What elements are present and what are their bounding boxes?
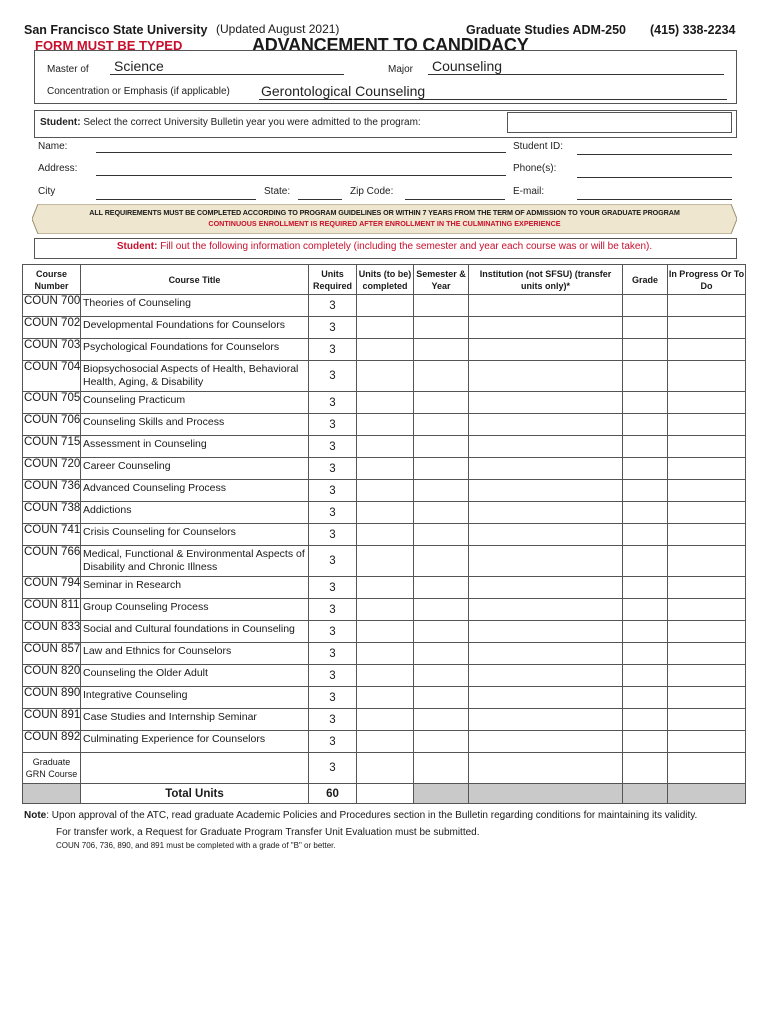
student-id-field[interactable] [577,154,732,155]
course-title: Counseling the Older Adult [81,665,309,687]
units-completed-field[interactable] [357,687,414,709]
semester-year-field[interactable] [414,339,469,361]
in-progress-field[interactable] [668,458,746,480]
bulletin-label-text: Select the correct University Bulletin year you were admitted to the program: [83,117,421,128]
total-grey-cell-4 [668,784,746,804]
must-be-typed-warning: FORM MUST BE TYPED [35,38,183,53]
institution-field[interactable] [469,317,623,339]
course-title: Integrative Counseling [81,687,309,709]
units-completed-field[interactable] [357,317,414,339]
units-required: 3 [309,502,357,524]
semester-year-field[interactable] [414,577,469,599]
semester-year-field[interactable] [414,709,469,731]
in-progress-field[interactable] [668,361,746,392]
course-title: Medical, Functional & Environmental Aspects of Disability and Chronic Illness [81,546,309,577]
in-progress-field[interactable] [668,524,746,546]
grade-field[interactable] [623,524,668,546]
units-completed-field[interactable] [357,577,414,599]
table-row [23,731,746,753]
table-row [23,621,746,643]
grade-field[interactable] [623,546,668,577]
units-completed-field[interactable] [357,643,414,665]
zip-label: Zip Code: [350,186,394,197]
units-completed-field[interactable] [357,524,414,546]
grn-units-completed-field[interactable] [357,753,414,784]
course-number: COUN 700 [23,295,81,317]
total-row [23,784,746,804]
course-number: COUN 705 [23,392,81,414]
institution-field[interactable] [469,361,623,392]
table-row [23,436,746,458]
bulletin-year-field[interactable] [507,112,732,133]
grade-field[interactable] [623,361,668,392]
institution-field[interactable] [469,458,623,480]
table-row [23,502,746,524]
course-number: COUN 702 [23,317,81,339]
semester-year-field[interactable] [414,414,469,436]
phone-label: Phone(s): [513,163,557,174]
header-course-title: Course Title [81,265,309,295]
institution-field[interactable] [469,731,623,753]
grn-course-number: Graduate GRN Course [23,753,81,784]
in-progress-field[interactable] [668,546,746,577]
university-name: San Francisco State University [24,23,208,37]
course-number: COUN 857 [23,643,81,665]
course-number: COUN 820 [23,665,81,687]
table-row [23,599,746,621]
note-bold: Note [24,810,47,821]
grade-field[interactable] [623,317,668,339]
institution-field[interactable] [469,524,623,546]
course-title: Counseling Skills and Process [81,414,309,436]
units-required: 3 [309,621,357,643]
major-label: Major [388,64,414,75]
institution-field[interactable] [469,577,623,599]
grade-field[interactable] [623,621,668,643]
grade-field[interactable] [623,392,668,414]
city-label: City [38,186,56,197]
grn-institution-field[interactable] [469,753,623,784]
course-number: COUN 794 [23,577,81,599]
state-field[interactable] [298,199,342,200]
semester-year-field[interactable] [414,317,469,339]
institution-field[interactable] [469,599,623,621]
course-number: COUN 736 [23,480,81,502]
table-row [23,458,746,480]
course-title: Developmental Foundations for Counselors [81,317,309,339]
units-completed-field[interactable] [357,295,414,317]
grade-requirement-note: COUN 706, 736, 890, and 891 must be completed with a grade of "B" or better. [56,841,336,850]
semester-year-field[interactable] [414,687,469,709]
units-completed-field[interactable] [357,599,414,621]
phone-field[interactable] [577,177,732,178]
grade-field[interactable] [623,643,668,665]
course-number: COUN 738 [23,502,81,524]
units-required: 3 [309,709,357,731]
name-field[interactable] [96,152,506,153]
email-label: E-mail: [513,186,545,197]
header-in-progress: In Progress Or To Do [668,265,746,295]
table-row [23,709,746,731]
units-required: 3 [309,392,357,414]
semester-year-field[interactable] [414,731,469,753]
major-field[interactable]: Counseling [428,58,724,75]
units-completed-field[interactable] [357,621,414,643]
concentration-field[interactable]: Gerontological Counseling [259,83,727,100]
course-title: Counseling Practicum [81,392,309,414]
units-required: 3 [309,361,357,392]
course-title: Law and Ethnics for Counselors [81,643,309,665]
institution-field[interactable] [469,621,623,643]
total-grey-cell-1 [414,784,469,804]
total-grey-cell-3 [623,784,668,804]
grade-field[interactable] [623,436,668,458]
table-row [23,480,746,502]
semester-year-field[interactable] [414,436,469,458]
course-title: Seminar in Research [81,577,309,599]
in-progress-field[interactable] [668,317,746,339]
units-required: 3 [309,546,357,577]
institution-field[interactable] [469,687,623,709]
transfer-note: For transfer work, a Request for Graduate Program Transfer Unit Evaluation must be submitted. [56,827,480,838]
header-units-completed: Units (to be) completed [357,265,414,295]
course-title: Culminating Experience for Counselors [81,731,309,753]
grade-field[interactable] [623,414,668,436]
units-completed-field[interactable] [357,458,414,480]
in-progress-field[interactable] [668,414,746,436]
address-field[interactable] [96,175,506,176]
institution-field[interactable] [469,709,623,731]
in-progress-field[interactable] [668,392,746,414]
table-row [23,295,746,317]
table-row [23,414,746,436]
total-blank-cell [23,784,81,804]
units-required: 3 [309,731,357,753]
course-title: Assessment in Counseling [81,436,309,458]
in-progress-field[interactable] [668,687,746,709]
units-completed-field[interactable] [357,480,414,502]
header-institution: Institution (not SFSU) (transfer units only)* [469,265,623,295]
units-completed-field[interactable] [357,665,414,687]
grade-field[interactable] [623,709,668,731]
updated-date: (Updated August 2021) [216,22,340,36]
requirements-line2: CONTINUOUS ENROLLMENT IS REQUIRED AFTER ENROLLMENT IN THE CULMINATING EXPERIENCE [208,219,561,228]
zip-field[interactable] [405,199,505,200]
grade-field[interactable] [623,599,668,621]
course-number: COUN 891 [23,709,81,731]
table-row [23,546,746,577]
total-grey-cell-2 [469,784,623,804]
institution-field[interactable] [469,502,623,524]
units-completed-field[interactable] [357,361,414,392]
semester-year-field[interactable] [414,665,469,687]
form-title: ADVANCEMENT TO CANDIDACY [252,35,529,55]
semester-year-field[interactable] [414,392,469,414]
institution-field[interactable] [469,295,623,317]
table-header-row [23,265,746,295]
instructions-text [34,241,735,252]
in-progress-field[interactable] [668,577,746,599]
total-value: 60 [309,784,357,804]
course-rows [23,295,746,753]
semester-year-field[interactable] [414,621,469,643]
units-required: 3 [309,480,357,502]
in-progress-field[interactable] [668,436,746,458]
semester-year-field[interactable] [414,361,469,392]
header-units-required: Units Required [309,265,357,295]
institution-field[interactable] [469,339,623,361]
grade-field[interactable] [623,295,668,317]
office-phone: (415) 338-2234 [650,23,736,37]
grn-course-title-field[interactable] [81,753,309,784]
units-completed-field[interactable] [357,502,414,524]
semester-year-field[interactable] [414,546,469,577]
table-row [23,392,746,414]
course-number: COUN 833 [23,621,81,643]
total-units-completed-field[interactable] [357,784,414,804]
course-title: Crisis Counseling for Counselors [81,524,309,546]
semester-year-field[interactable] [414,643,469,665]
in-progress-field[interactable] [668,643,746,665]
course-title: Career Counseling [81,458,309,480]
in-progress-field[interactable] [668,621,746,643]
units-required: 3 [309,599,357,621]
units-required: 3 [309,317,357,339]
semester-year-field[interactable] [414,295,469,317]
in-progress-field[interactable] [668,731,746,753]
in-progress-field[interactable] [668,502,746,524]
grn-course-units: 3 [309,753,357,784]
grn-grade-field[interactable] [623,753,668,784]
grade-field[interactable] [623,339,668,361]
units-required: 3 [309,524,357,546]
semester-year-field[interactable] [414,480,469,502]
grade-field[interactable] [623,502,668,524]
grn-course-row [23,753,746,784]
master-of-label: Master of [47,64,89,75]
table-row [23,361,746,392]
course-title: Advanced Counseling Process [81,480,309,502]
note-line [24,810,754,821]
units-required: 3 [309,577,357,599]
total-label: Total Units [81,784,309,804]
institution-field[interactable] [469,392,623,414]
master-of-field[interactable]: Science [110,58,344,75]
table-row [23,577,746,599]
table-row [23,339,746,361]
requirements-line1: ALL REQUIREMENTS MUST BE COMPLETED ACCORDING TO PROGRAM GUIDELINES OR WITHIN 7 YEARS FROM THE TERM OF ADMISSION TO YOUR GRADUATE PROGRAM [89,208,680,217]
in-progress-field[interactable] [668,480,746,502]
course-number: COUN 703 [23,339,81,361]
units-required: 3 [309,458,357,480]
course-title: Psychological Foundations for Counselors [81,339,309,361]
course-number: COUN 720 [23,458,81,480]
grade-field[interactable] [623,731,668,753]
instructions-body: Fill out the following information completely (including the semester and year each course was or will be taken). [160,241,653,252]
course-number: COUN 704 [23,361,81,392]
instructions-student-bold: Student: [116,241,158,252]
units-required: 3 [309,665,357,687]
bulletin-student-bold: Student: [40,117,81,128]
institution-field[interactable] [469,546,623,577]
in-progress-field[interactable] [668,295,746,317]
in-progress-field[interactable] [668,599,746,621]
units-completed-field[interactable] [357,392,414,414]
semester-year-field[interactable] [414,599,469,621]
units-completed-field[interactable] [357,709,414,731]
course-title: Group Counseling Process [81,599,309,621]
course-number: COUN 890 [23,687,81,709]
institution-field[interactable] [469,665,623,687]
course-title: Social and Cultural foundations in Counseling [81,621,309,643]
institution-field[interactable] [469,480,623,502]
course-number: COUN 766 [23,546,81,577]
table-row [23,643,746,665]
semester-year-field[interactable] [414,524,469,546]
state-label: State: [264,186,291,197]
note-text: : Upon approval of the ATC, read graduate Academic Policies and Procedures section in the Bulletin regarding conditions for maintaining its validity. [46,810,698,821]
address-label: Address: [38,163,78,174]
course-number: COUN 741 [23,524,81,546]
units-completed-field[interactable] [357,414,414,436]
grade-field[interactable] [623,687,668,709]
course-number: COUN 715 [23,436,81,458]
grade-field[interactable] [623,665,668,687]
grade-field[interactable] [623,458,668,480]
table-row [23,665,746,687]
course-number: COUN 811 [23,599,81,621]
units-required: 3 [309,339,357,361]
in-progress-field[interactable] [668,709,746,731]
units-completed-field[interactable] [357,339,414,361]
table-row [23,524,746,546]
institution-field[interactable] [469,643,623,665]
concentration-label: Concentration or Emphasis (if applicable) [47,86,230,97]
institution-field[interactable] [469,436,623,458]
header-course-number: Course Number [23,265,81,295]
course-title: Theories of Counseling [81,295,309,317]
course-number: COUN 706 [23,414,81,436]
units-completed-field[interactable] [357,436,414,458]
grade-field[interactable] [623,577,668,599]
student-id-label: Student ID: [513,141,564,152]
course-title: Biopsychosocial Aspects of Health, Behavioral Health, Aging, & Disability [81,361,309,392]
header-semester-year: Semester & Year [414,265,469,295]
course-number: COUN 892 [23,731,81,753]
table-row [23,317,746,339]
bulletin-label [40,117,421,128]
units-required: 3 [309,643,357,665]
grn-semester-field[interactable] [414,753,469,784]
grade-field[interactable] [623,480,668,502]
units-required: 3 [309,295,357,317]
name-label: Name: [38,141,68,152]
course-title: Addictions [81,502,309,524]
units-completed-field[interactable] [357,546,414,577]
units-required: 3 [309,687,357,709]
city-field[interactable] [96,199,256,200]
grn-in-progress-field[interactable] [668,753,746,784]
course-title: Case Studies and Internship Seminar [81,709,309,731]
in-progress-field[interactable] [668,339,746,361]
units-completed-field[interactable] [357,731,414,753]
courses-table [22,264,746,804]
table-row [23,687,746,709]
semester-year-field[interactable] [414,458,469,480]
header-grade: Grade [623,265,668,295]
units-required: 3 [309,414,357,436]
semester-year-field[interactable] [414,502,469,524]
institution-field[interactable] [469,414,623,436]
form-code: Graduate Studies ADM-250 [466,23,626,37]
email-field[interactable] [577,199,732,200]
in-progress-field[interactable] [668,665,746,687]
units-required: 3 [309,436,357,458]
